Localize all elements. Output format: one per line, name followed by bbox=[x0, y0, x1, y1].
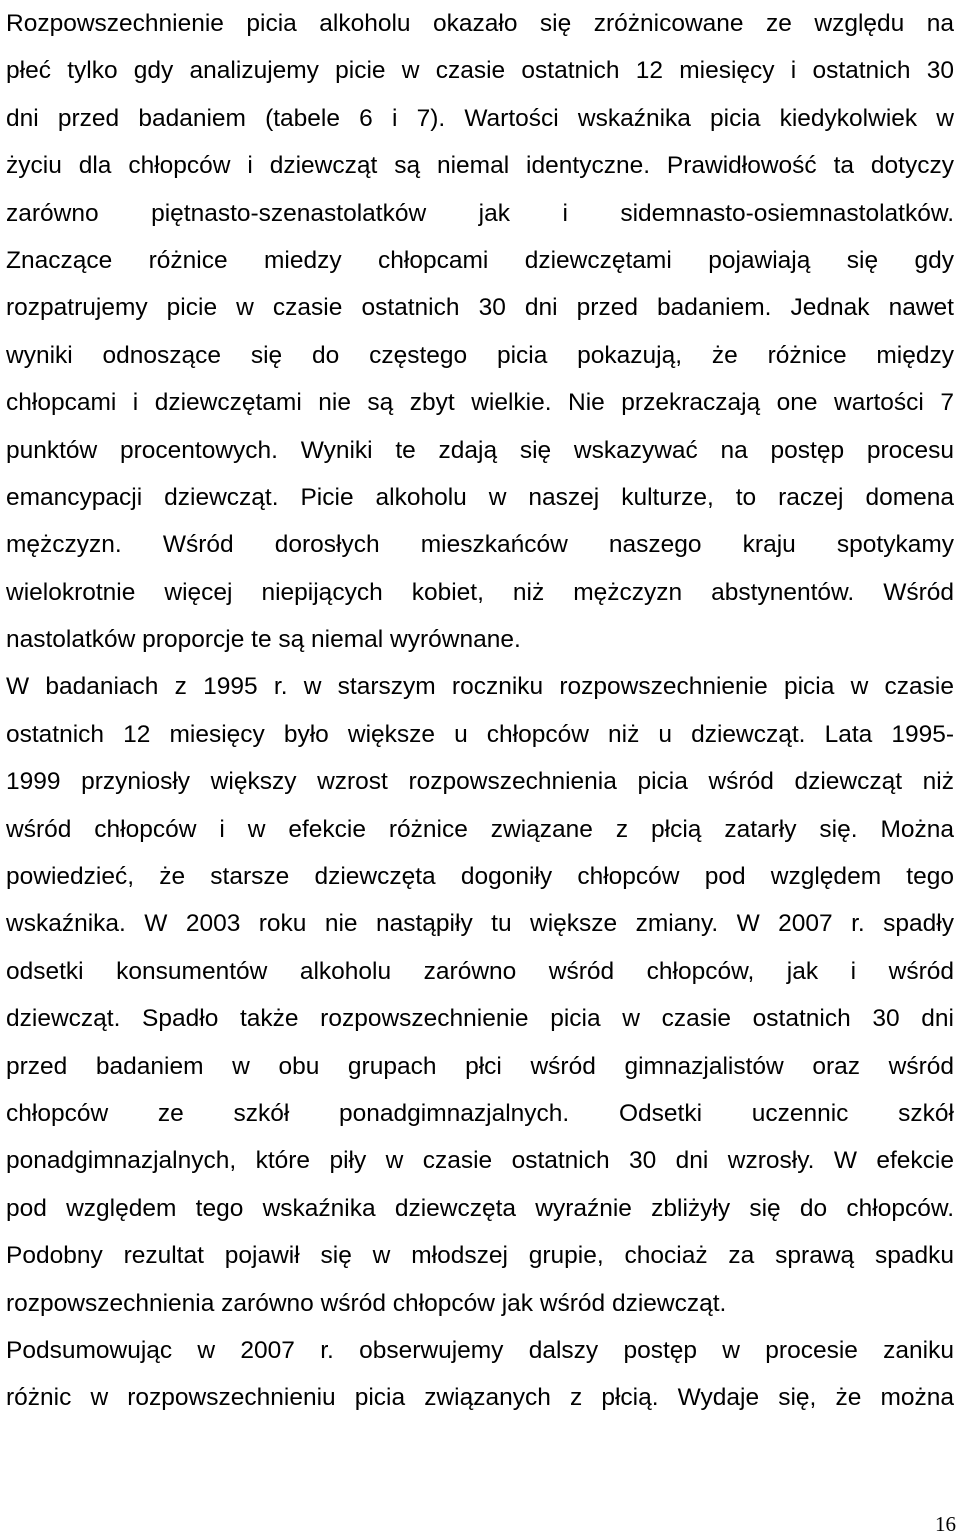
text-line: życiu dla chłopców i dziewcząt są niemal identyczne. Prawidłowość ta dotyczy bbox=[6, 152, 954, 180]
text-line: dni przed badaniem (tabele 6 i 7). Wartości wskaźnika picia kiedykolwiek w bbox=[6, 104, 954, 132]
text-line: mężczyzn. Wśród dorosłych mieszkańców naszego kraju spotykamy bbox=[6, 531, 954, 559]
text-line: emancypacji dziewcząt. Picie alkoholu w naszej kulturze, to raczej domena bbox=[6, 483, 954, 511]
text-line: dziewcząt. Spadło także rozpowszechnienie picia w czasie ostatnich 30 dni bbox=[6, 1005, 954, 1033]
text-line: Rozpowszechnienie picia alkoholu okazało się zróżnicowane ze względu na bbox=[6, 10, 954, 37]
text-line: wyniki odnoszące się do częstego picia pokazują, że różnice między bbox=[6, 341, 954, 369]
text-line: odsetki konsumentów alkoholu zarówno wśród chłopców, jak i wśród bbox=[6, 957, 954, 985]
text-line: ponadgimnazjalnych, które piły w czasie ostatnich 30 dni wzrosły. W efekcie bbox=[6, 1147, 954, 1175]
text-line: rozpatrujemy picie w czasie ostatnich 30 dni przed badaniem. Jednak nawet bbox=[6, 294, 954, 322]
text-line: chłopcami i dziewczętami nie są zbyt wielkie. Nie przekraczają one wartości 7 bbox=[6, 389, 954, 417]
text-line: Podobny rezultat pojawił się w młodszej grupie, chociaż za sprawą spadku bbox=[6, 1242, 954, 1270]
text-line: nastolatków proporcje te są niemal wyrównane. bbox=[6, 626, 521, 654]
text-line: punktów procentowych. Wyniki te zdają się wskazywać na postęp procesu bbox=[6, 436, 954, 464]
text-line: rozpowszechnienia zarówno wśród chłopców jak wśród dziewcząt. bbox=[6, 1289, 727, 1317]
text-line: zarówno piętnasto-szenastolatków jak i sidemnasto-osiemnastolatków. bbox=[6, 199, 954, 227]
text-line: pod względem tego wskaźnika dziewczęta wyraźnie zbliżyły się do chłopców. bbox=[6, 1194, 954, 1222]
page-number: 16 bbox=[935, 1512, 956, 1536]
text-line: Znaczące różnice miedzy chłopcami dziewczętami pojawiają się gdy bbox=[6, 246, 954, 274]
text-line: powiedzieć, że starsze dziewczęta dogoniły chłopców pod względem tego bbox=[6, 863, 954, 891]
text-line: przed badaniem w obu grupach płci wśród gimnazjalistów oraz wśród bbox=[6, 1052, 954, 1080]
text-line: wielokrotnie więcej niepijących kobiet, niż mężczyzn abstynentów. Wśród bbox=[6, 578, 954, 606]
text-line: chłopców ze szkół ponadgimnazjalnych. Odsetki uczennic szkół bbox=[6, 1099, 954, 1127]
text-line: 1999 przyniosły większy wzrost rozpowszechnienia picia wśród dziewcząt niż bbox=[6, 768, 954, 796]
text-line: płeć tylko gdy analizujemy picie w czasie ostatnich 12 miesięcy i ostatnich 30 bbox=[6, 57, 954, 85]
text-line: różnic w rozpowszechnieniu picia związanych z płcią. Wydaje się, że można bbox=[6, 1384, 954, 1412]
text-line: wśród chłopców i w efekcie różnice związane z płcią zatarły się. Można bbox=[6, 815, 954, 843]
text-line: Podsumowując w 2007 r. obserwujemy dalszy postęp w procesie zaniku bbox=[6, 1336, 954, 1364]
text-line: ostatnich 12 miesięcy było większe u chłopców niż u dziewcząt. Lata 1995- bbox=[6, 720, 954, 748]
text-line: wskaźnika. W 2003 roku nie nastąpiły tu większe zmiany. W 2007 r. spadły bbox=[6, 910, 954, 938]
text-line: W badaniach z 1995 r. w starszym roczniku rozpowszechnienie picia w czasie bbox=[6, 673, 954, 701]
document-body bbox=[6, 0, 954, 1422]
